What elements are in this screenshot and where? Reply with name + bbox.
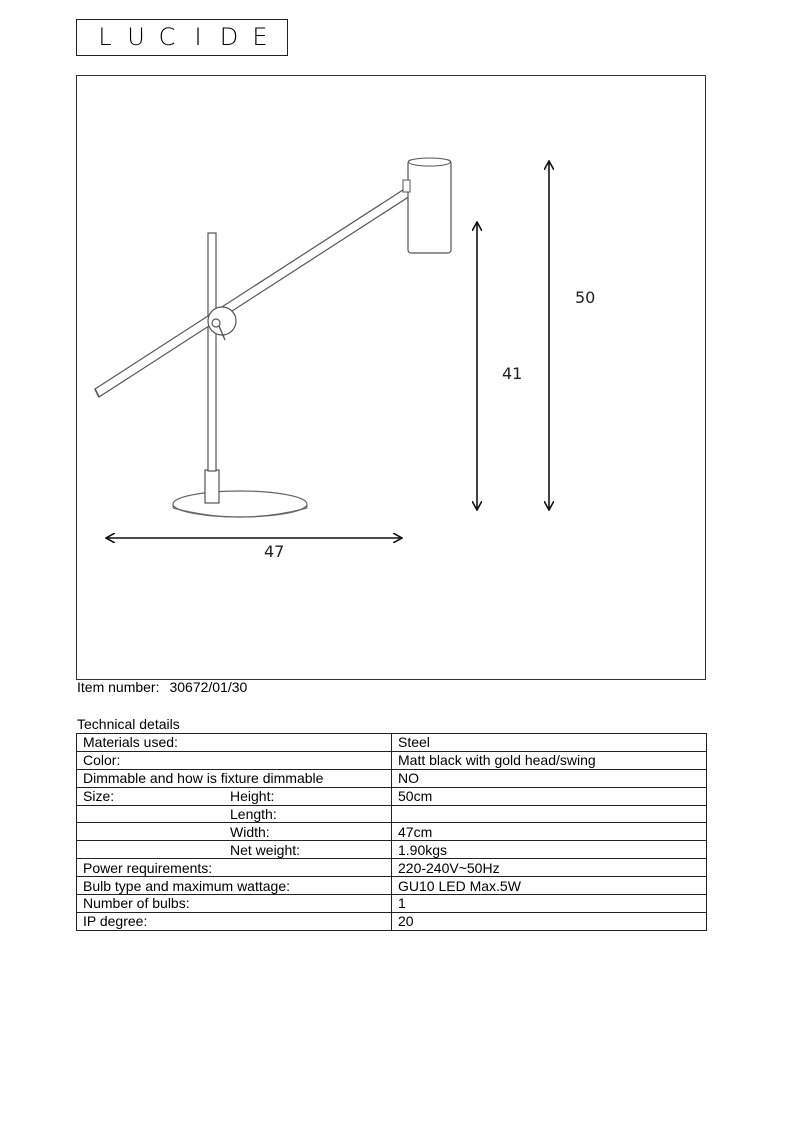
logo-letter: I [194, 23, 202, 51]
dimension-label-arm-height: 41 [502, 364, 523, 383]
logo-letter: E [252, 23, 268, 51]
item-number [77, 679, 247, 695]
lamp-head [408, 160, 451, 253]
table-row [77, 823, 707, 841]
row-sublabel: Height: [230, 788, 275, 805]
lamp-pole [208, 233, 216, 471]
lucide-logo [76, 19, 288, 56]
row-value [392, 805, 707, 823]
logo-letter: D [219, 23, 239, 51]
dimension-label-width: 47 [264, 542, 285, 561]
row-sublabel: Net weight: [230, 841, 301, 858]
table-row [77, 895, 707, 913]
row-value: 50cm [392, 787, 707, 805]
table-row [77, 787, 707, 805]
logo-letter: L [98, 23, 112, 51]
row-value: Steel [392, 734, 707, 752]
row-label: Dimmable and how is fixture dimmable [77, 769, 392, 787]
table-row [77, 751, 707, 769]
row-label-cell [77, 823, 392, 841]
row-label: Power requirements: [77, 859, 392, 877]
table-row [77, 734, 707, 752]
row-value: Matt black with gold head/swing [392, 751, 707, 769]
table-row [77, 877, 707, 895]
logo-letter: U [127, 23, 145, 51]
row-label: Number of bulbs: [77, 895, 392, 913]
row-value: 47cm [392, 823, 707, 841]
row-sublabel: Width: [230, 823, 270, 840]
row-value: 220-240V~50Hz [392, 859, 707, 877]
row-value: 1 [392, 895, 707, 913]
row-label: IP degree: [77, 912, 392, 930]
logo-letters [77, 23, 287, 51]
technical-details-table [76, 733, 707, 931]
row-label-cell [77, 841, 392, 859]
row-value: NO [392, 769, 707, 787]
row-label: Materials used: [77, 734, 392, 752]
row-label: Size: [83, 788, 115, 805]
table-row [77, 769, 707, 787]
table-row [77, 805, 707, 823]
row-label: Bulb type and maximum wattage: [77, 877, 392, 895]
logo-letter: C [158, 23, 176, 51]
row-label-cell [77, 805, 392, 823]
item-number-label: Item number: [77, 679, 160, 695]
lamp-line-drawing [77, 76, 707, 681]
row-value: GU10 LED Max.5W [392, 877, 707, 895]
lamp-base-collar [205, 470, 219, 503]
product-dimension-drawing [76, 75, 706, 680]
item-number-value: 30672/01/30 [169, 679, 248, 695]
table-row [77, 859, 707, 877]
table-row [77, 841, 707, 859]
row-label-cell [77, 787, 392, 805]
row-value: 1.90kgs [392, 841, 707, 859]
row-label: Color: [77, 751, 392, 769]
dimension-label-total-height: 50 [575, 288, 596, 307]
technical-details-title: Technical details [77, 716, 180, 732]
row-value: 20 [392, 912, 707, 930]
lamp-arm [95, 188, 410, 397]
row-sublabel: Length: [230, 806, 277, 822]
table-row [77, 912, 707, 930]
